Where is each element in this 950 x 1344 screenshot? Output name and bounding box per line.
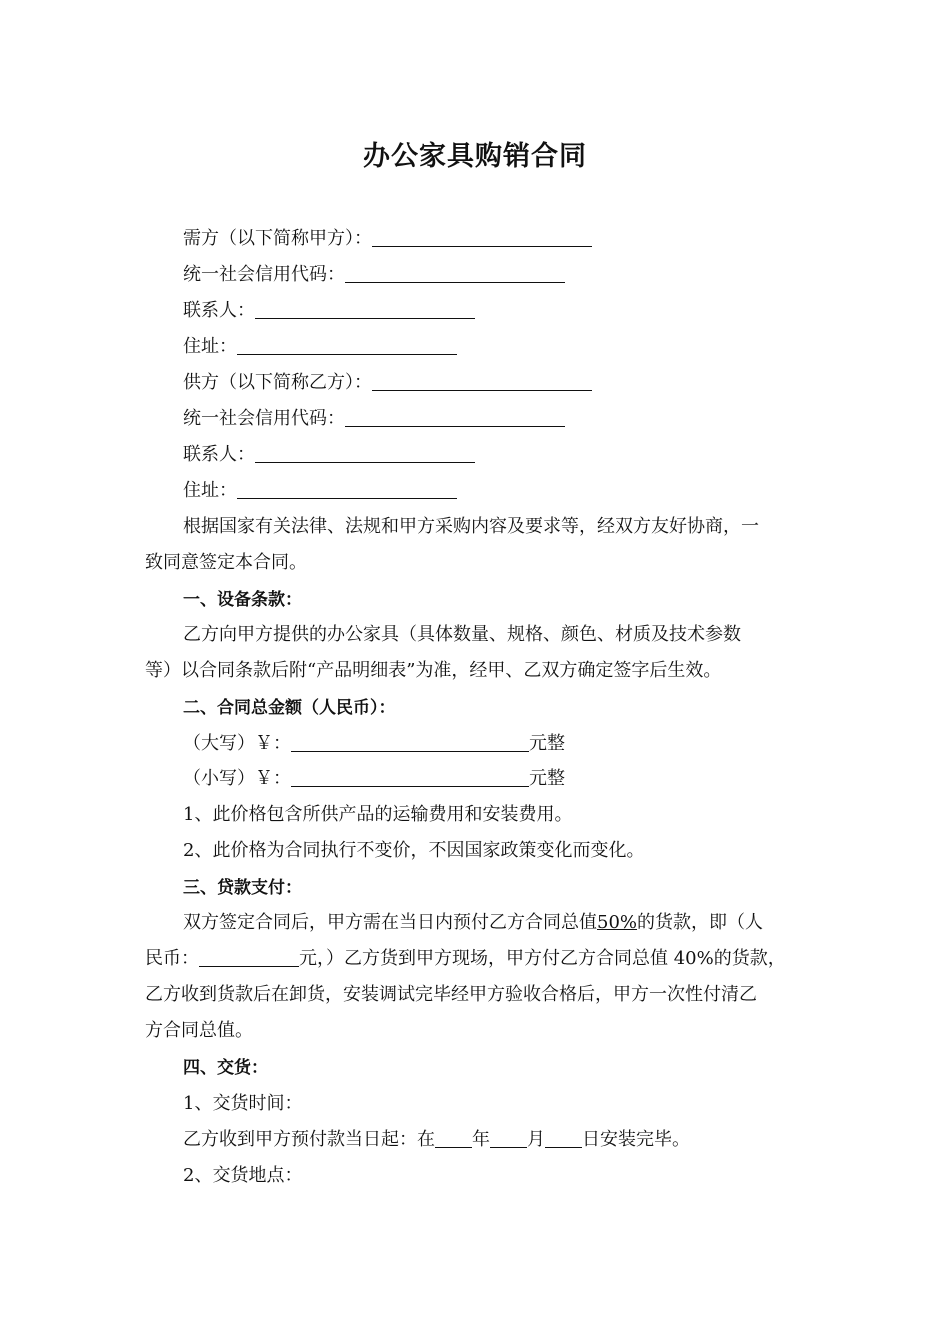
party-a-contact-label: 联系人：: [183, 300, 255, 321]
party-a-contact-blank[interactable]: [255, 300, 475, 319]
price-note-1: 1、此价格包含所供产品的运输费用和安装费用。: [183, 804, 573, 825]
party-b-code-blank[interactable]: [345, 408, 565, 427]
price-note-2: 2、此价格为合同执行不变价，不因国家政策变化而变化。: [183, 840, 645, 861]
payment-percent: 50%: [597, 912, 638, 933]
section-3-heading: 三、贷款支付：: [183, 878, 302, 898]
party-a-address-label: 住址：: [183, 336, 237, 357]
delivery-time-line: [183, 1127, 690, 1153]
party-a-contact-line: [183, 298, 475, 324]
payment-line-1-pre: 双方签定合同后，甲方需在当日内预付乙方合同总值: [183, 912, 597, 933]
delivery-day-suffix: 日安装完毕。: [582, 1129, 690, 1150]
party-a-code-line: [183, 262, 565, 288]
party-b-label: 供方（以下简称乙方）：: [183, 372, 372, 393]
party-a-address-blank[interactable]: [237, 336, 457, 355]
party-b-address-line: [183, 478, 457, 504]
party-a-address-line: [183, 334, 457, 360]
party-a-code-label: 统一社会信用代码：: [183, 264, 345, 285]
amount-lower-suffix: 元整: [529, 768, 565, 789]
delivery-time-pre: 乙方收到甲方预付款当日起：在: [183, 1129, 435, 1150]
party-a-code-blank[interactable]: [345, 264, 565, 283]
section-1-heading: 一、设备条款：: [183, 590, 302, 610]
payment-line-4: 方合同总值。: [145, 1020, 253, 1041]
payment-line-2-pre: 民币：: [145, 948, 199, 969]
amount-lower-blank[interactable]: [291, 768, 529, 787]
payment-line-1: [183, 910, 763, 936]
party-b-contact-line: [183, 442, 475, 468]
party-b-address-blank[interactable]: [237, 480, 457, 499]
amount-upper-blank[interactable]: [291, 733, 529, 752]
delivery-month-label: 月: [527, 1129, 545, 1150]
section-1-line-2: 等）以合同条款后附“产品明细表”为准，经甲、乙双方确定签字后生效。: [145, 660, 722, 681]
party-b-contact-label: 联系人：: [183, 444, 255, 465]
party-b-line: [183, 370, 592, 396]
delivery-year-label: 年: [472, 1129, 490, 1150]
amount-lower-line: [183, 766, 565, 792]
payment-line-2-post: 元，）乙方货到甲方现场，甲方付乙方合同总值 40%的货款，: [299, 948, 786, 969]
party-b-address-label: 住址：: [183, 480, 237, 501]
payment-amount-blank[interactable]: [199, 948, 299, 967]
intro-line-2: 致同意签定本合同。: [145, 552, 307, 573]
amount-upper-label: （大写）￥：: [183, 733, 291, 754]
amount-lower-label: （小写）￥：: [183, 768, 291, 789]
document-title: 办公家具购销合同: [363, 141, 587, 172]
payment-line-2: [145, 946, 786, 972]
delivery-month-blank[interactable]: [490, 1129, 527, 1148]
party-a-line: [183, 226, 592, 252]
intro-line-1: 根据国家有关法律、法规和甲方采购内容及要求等，经双方友好协商，一: [183, 516, 759, 537]
amount-upper-line: [183, 731, 565, 757]
delivery-time-label: 1、交货时间：: [183, 1093, 303, 1114]
party-b-code-line: [183, 406, 565, 432]
section-4-heading: 四、交货：: [183, 1058, 268, 1078]
party-a-label: 需方（以下简称甲方）：: [183, 228, 372, 249]
party-a-name-blank[interactable]: [372, 228, 592, 247]
delivery-year-blank[interactable]: [435, 1129, 472, 1148]
section-1-line-1: 乙方向甲方提供的办公家具（具体数量、规格、颜色、材质及技术参数: [183, 624, 741, 645]
amount-upper-suffix: 元整: [529, 733, 565, 754]
party-b-name-blank[interactable]: [372, 372, 592, 391]
delivery-day-blank[interactable]: [545, 1129, 582, 1148]
payment-line-3: 乙方收到货款后在卸货，安装调试完毕经甲方验收合格后，甲方一次性付清乙: [145, 984, 757, 1005]
section-2-heading: 二、合同总金额（人民币）：: [183, 698, 396, 718]
delivery-place-label: 2、交货地点：: [183, 1165, 303, 1186]
payment-line-1-post: 的货款，即（人: [637, 912, 764, 933]
party-b-contact-blank[interactable]: [255, 444, 475, 463]
party-b-code-label: 统一社会信用代码：: [183, 408, 345, 429]
